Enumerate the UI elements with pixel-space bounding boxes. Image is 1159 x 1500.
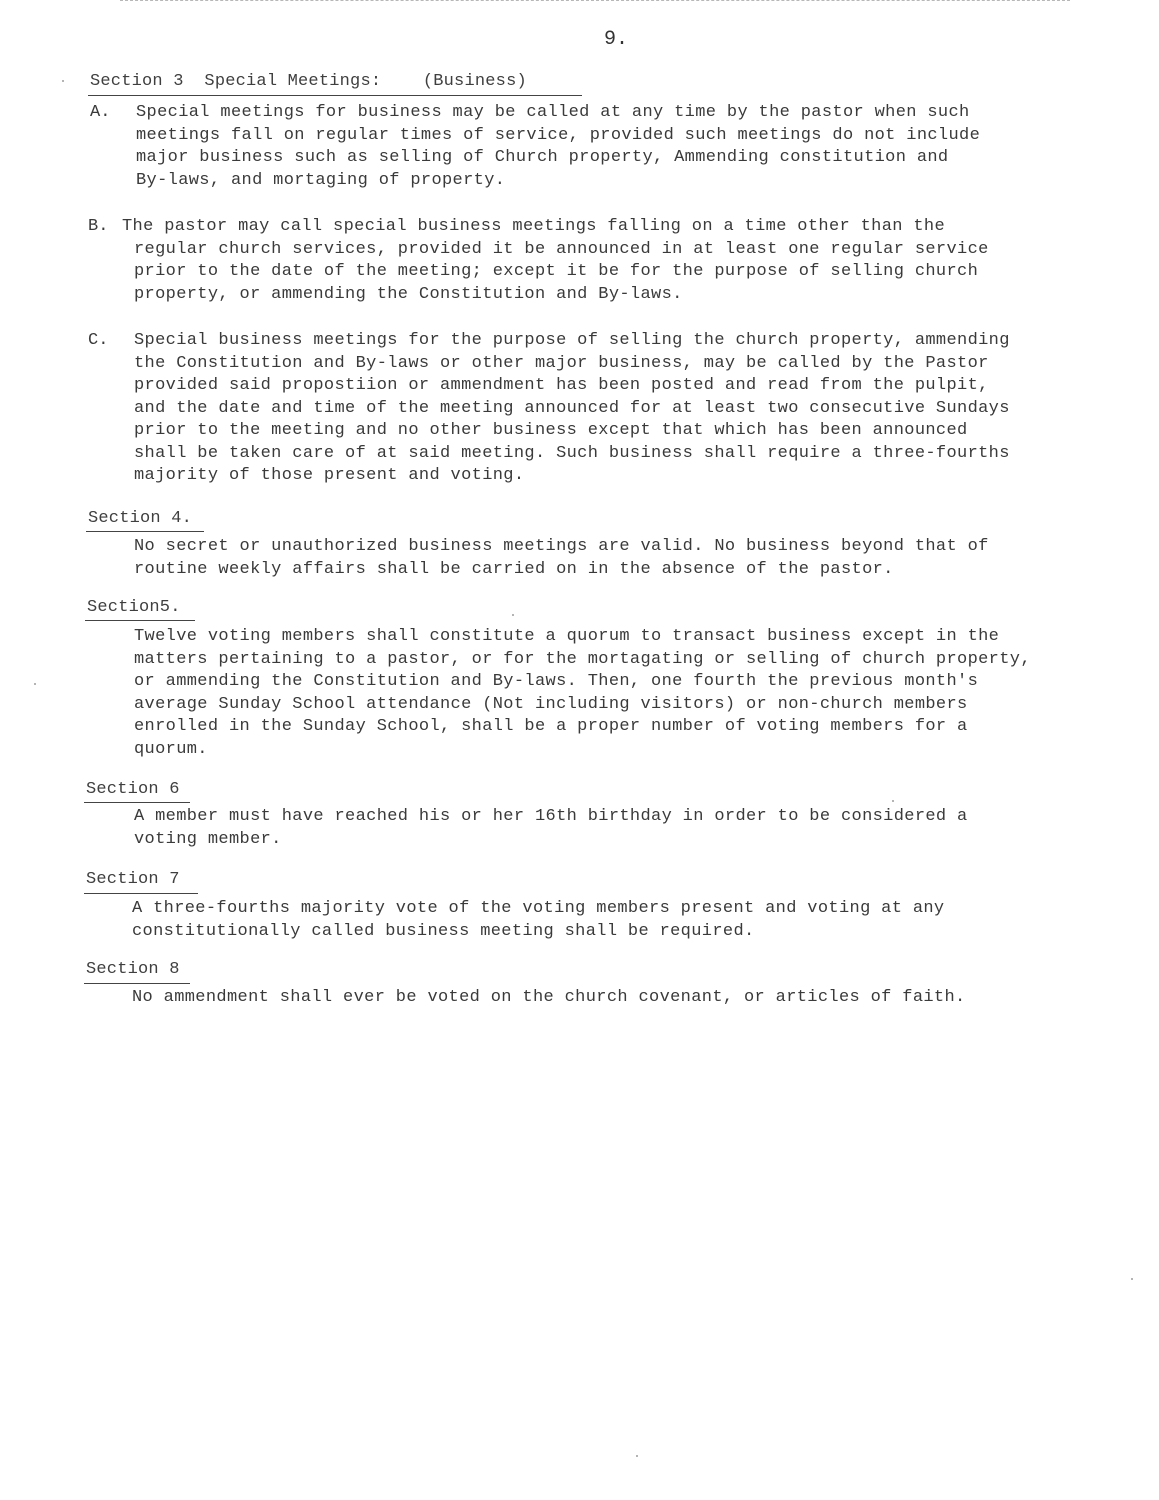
text-line: shall be taken care of at said meeting. Such business shall require a three-fourths <box>134 443 1010 463</box>
text-line: or ammending the Constitution and By-laws. Then, one fourth the previous month's <box>134 672 979 691</box>
text-line: constitutionally called business meeting shall be required. <box>132 921 755 941</box>
text-line: and the date and time of the meeting announced for at least two consecutive Sundays <box>134 398 1010 418</box>
section-6-paragraph <box>134 806 968 851</box>
section-6-heading: Section 6 <box>86 780 180 799</box>
scan-speck <box>1131 1278 1133 1280</box>
section-8-heading: Section 8 <box>86 960 180 979</box>
text-line: major business such as selling of Church property, Ammending constitution and <box>136 148 949 167</box>
section-7-paragraph <box>132 898 944 943</box>
page-number: 9. <box>604 28 629 51</box>
item-c-paragraph <box>134 330 1010 488</box>
text-line: matters pertaining to a pastor, or for the mortagating or selling of church property, <box>134 649 1031 669</box>
text-line: voting member. <box>134 829 282 849</box>
section-3-underline <box>88 95 582 96</box>
section-8-underline <box>84 983 190 984</box>
scan-speck <box>62 80 64 82</box>
text-line: No ammendment shall ever be voted on the church covenant, or articles of faith. <box>132 988 966 1007</box>
scan-speck <box>892 800 894 802</box>
text-line: majority of those present and voting. <box>134 466 525 485</box>
text-line: prior to the meeting and no other business except that which has been announced <box>134 421 968 440</box>
section-3-heading: Section 3 Special Meetings: (Business) <box>90 72 527 91</box>
text-line: provided said propostiion or ammendment has been posted and read from the pulpit, <box>134 376 989 395</box>
item-a-marker: A. <box>90 103 111 122</box>
item-b-marker: B. <box>88 217 109 236</box>
scan-speck <box>636 1455 638 1457</box>
scan-speck <box>34 683 36 685</box>
section-5-underline <box>85 620 195 621</box>
section-5-paragraph <box>134 626 1031 761</box>
text-line: The pastor may call special business meetings falling on a time other than the <box>122 217 946 236</box>
text-line: A three-fourths majority vote of the voting members present and voting at any <box>132 899 945 918</box>
section-6-underline <box>84 802 190 803</box>
scan-speck <box>512 614 514 616</box>
section-5-heading: Section5. <box>87 598 181 617</box>
text-line: enrolled in the Sunday School, shall be a proper number of voting members for a <box>134 717 968 736</box>
text-line: A member must have reached his or her 16th birthday in order to be considered a <box>134 807 968 826</box>
section-4-underline <box>86 531 204 532</box>
text-line: By-laws, and mortaging of property. <box>136 170 506 190</box>
text-line: property, or ammending the Constitution and By-laws. <box>134 284 683 304</box>
text-line: the Constitution and By-laws or other major business, may be called by the Pastor <box>134 353 989 373</box>
item-b-paragraph <box>112 216 989 306</box>
section-4-heading: Section 4. <box>88 509 193 528</box>
text-line: Special business meetings for the purpose of selling the church property, ammending <box>134 331 1010 350</box>
text-line: No secret or unauthorized business meetings are valid. No business beyond that of <box>134 537 989 556</box>
section-4-paragraph <box>134 536 989 581</box>
text-line: meetings fall on regular times of service, provided such meetings do not include <box>136 125 981 145</box>
scan-top-edge <box>120 0 1070 3</box>
text-line: average Sunday School attendance (Not including visitors) or non-church members <box>134 694 968 714</box>
text-line: Twelve voting members shall constitute a quorum to transact business except in the <box>134 627 1000 646</box>
text-line: Special meetings for business may be called at any time by the pastor when such <box>136 103 970 122</box>
item-c-marker: C. <box>88 331 109 350</box>
text-line: routine weekly affairs shall be carried on in the absence of the pastor. <box>134 559 894 579</box>
item-a-paragraph <box>136 102 980 192</box>
text-line: prior to the date of the meeting; except it be for the purpose of selling church <box>134 262 979 281</box>
section-7-heading: Section 7 <box>86 870 180 889</box>
text-line: quorum. <box>134 739 208 759</box>
text-line: regular church services, provided it be announced in at least one regular service <box>134 239 989 259</box>
section-7-underline <box>84 893 198 894</box>
section-8-paragraph <box>132 987 966 1010</box>
